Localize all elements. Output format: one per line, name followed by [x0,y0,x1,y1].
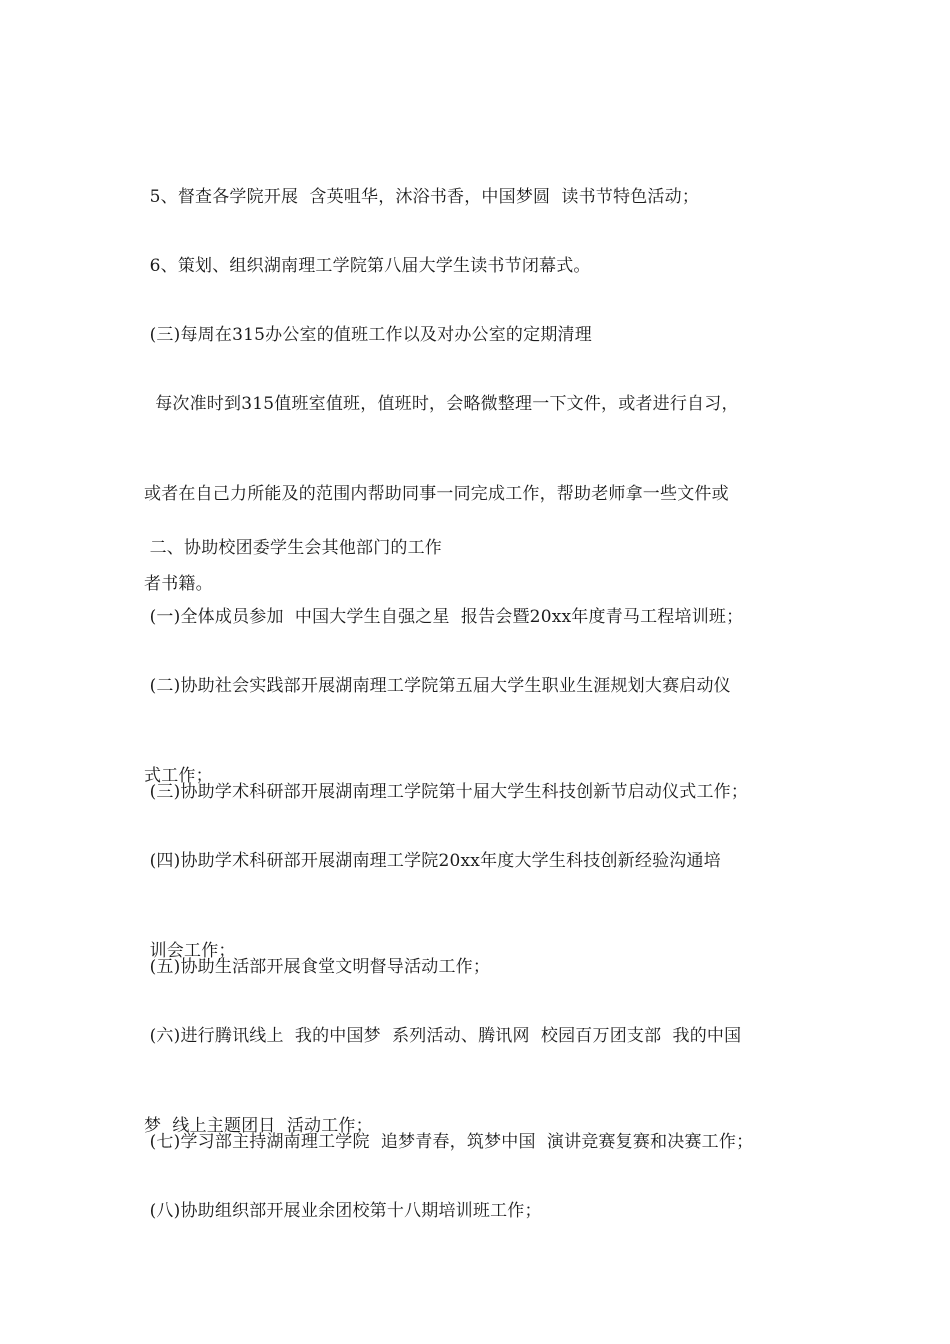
text-line: 二、协助校团委学生会其他部门的工作 [144,538,443,558]
text-line: (七)学习部主持湖南理工学院 追梦青春，筑梦中国 演讲竞赛复赛和决赛工作； [144,1132,754,1152]
text-line: (三)协助学术科研部开展湖南理工学院第十届大学生科技创新节启动仪式工作； [144,782,749,802]
text-line: 梦 线上主题团日 活动工作； [144,1116,373,1136]
text-line: 每次准时到315值班室值班，值班时，会略微整理一下文件，或者进行自习， [144,394,739,414]
text-line: (一)全体成员参加 中国大学生自强之星 报告会暨20xx年度青马工程培训班； [144,607,744,627]
paragraph-sub-8 [144,1136,824,1286]
text-line: (六)进行腾讯线上 我的中国梦 系列活动、腾讯网 校园百万团支部 我的中国 [144,1026,742,1046]
text-line: 者书籍。 [144,574,213,594]
text-line: 式工作； [144,766,213,786]
text-line: 或者在自己力所能及的范围内帮助同事一同完成工作，帮助老师拿一些文件或 [144,484,729,504]
text-line: (五)协助生活部开展食堂文明督导活动工作； [144,957,491,977]
text-line: (四)协助学术科研部开展湖南理工学院20xx年度大学生科技创新经验沟通培 [144,851,721,871]
text-line: 5、督查各学院开展 含英咀华，沐浴书香，中国梦圆 读书节特色活动； [144,187,700,207]
text-line: 训会工作； [144,941,236,961]
text-line: (二)协助社会实践部开展湖南理工学院第五届大学生职业生涯规划大赛启动仪 [144,676,731,696]
text-line: 6、策划、组织湖南理工学院第八届大学生读书节闭幕式。 [144,256,591,276]
text-line: (八)协助组织部开展业余团校第十八期培训班工作； [144,1201,542,1221]
text-line: (三)每周在315办公室的值班工作以及对办公室的定期清理 [144,325,592,345]
